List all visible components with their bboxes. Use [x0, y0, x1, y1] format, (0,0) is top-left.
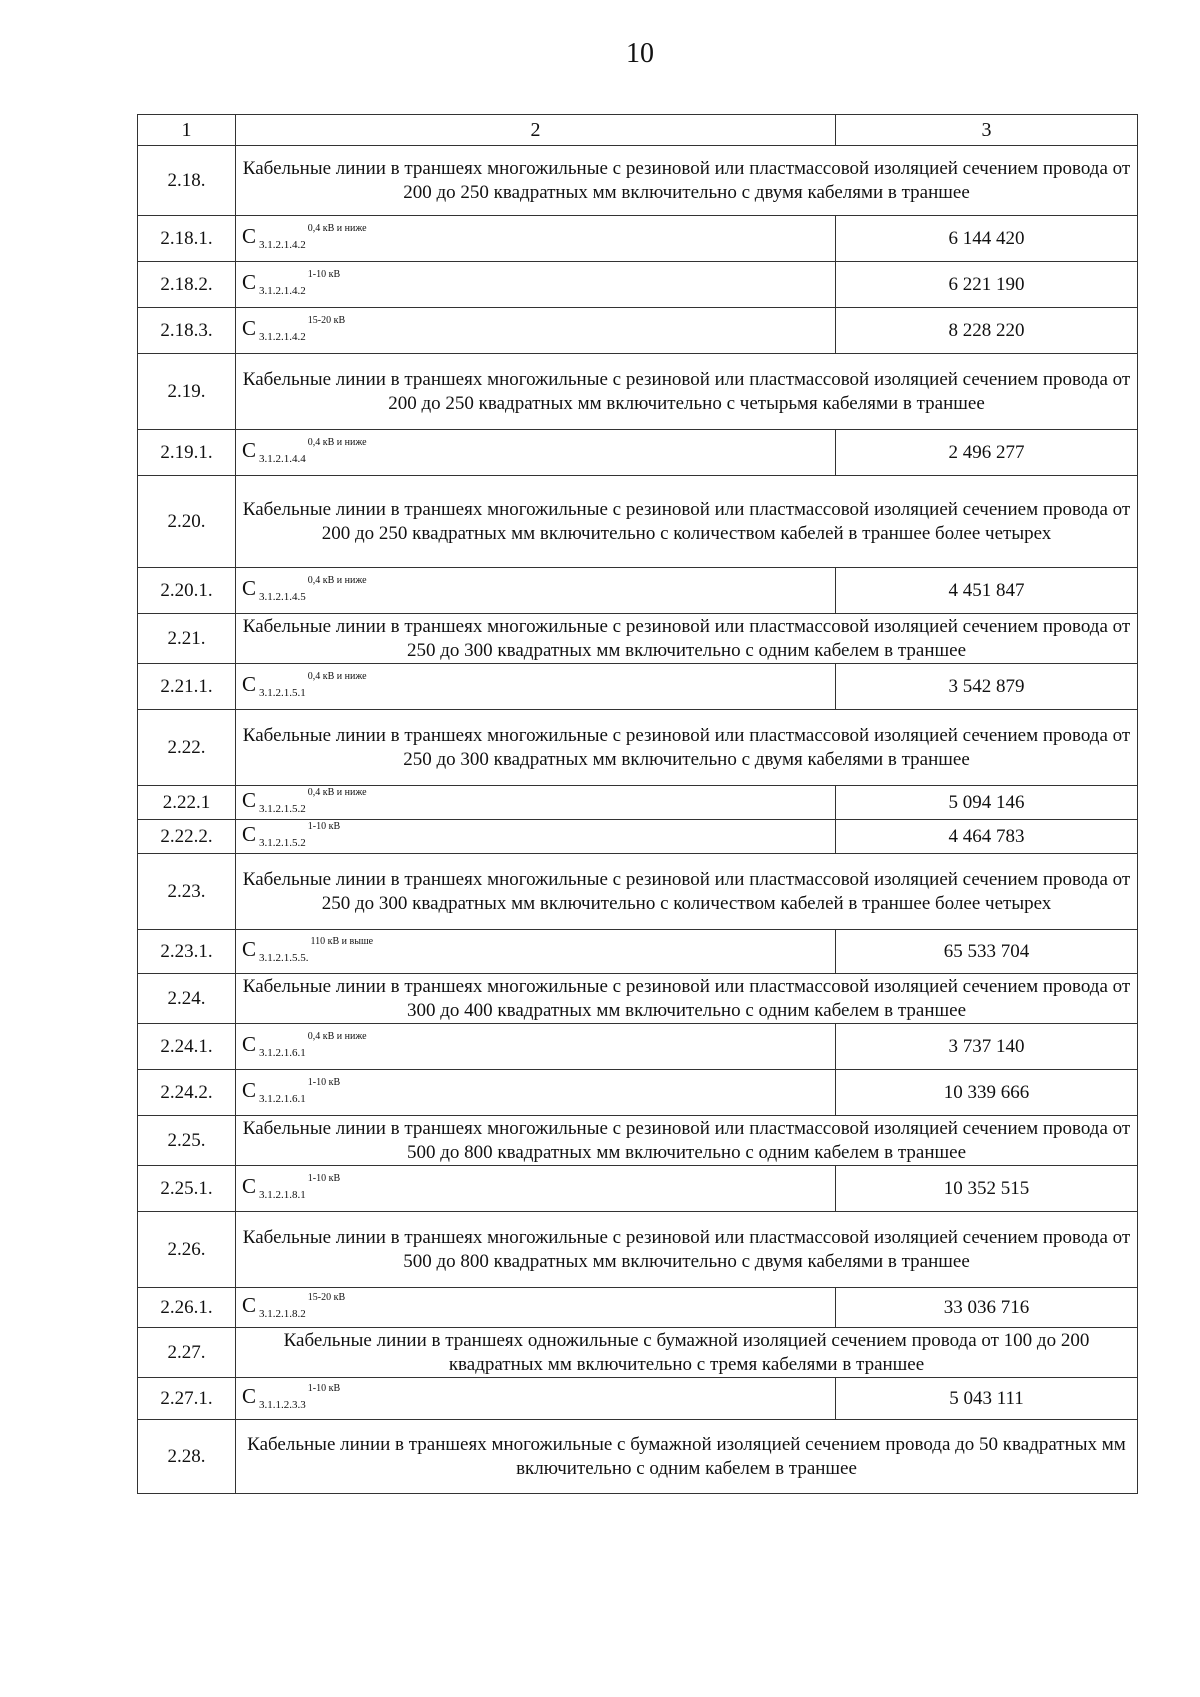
section-description: Кабельные линии в траншеях многожильные с бумажной изоляцией сечением провода до 50 квадратных мм включительно с одним кабелем в траншее: [236, 1420, 1138, 1494]
section-row: [138, 146, 1138, 216]
row-number: 2.23.: [138, 854, 236, 930]
row-number: 2.18.1.: [138, 216, 236, 262]
code-index: 3.1.2.1.5.5.: [259, 952, 309, 965]
item-row: [138, 1070, 1138, 1116]
tariff-code: [236, 1024, 836, 1070]
header-cell-number: 1: [138, 115, 236, 146]
row-number: 2.24.2.: [138, 1070, 236, 1116]
section-description: Кабельные линии в траншеях многожильные с резиновой или пластмассовой изоляцией сечением провода от 250 до 300 квадратных мм включительно с двумя кабелями в траншее: [236, 710, 1138, 786]
section-description: Кабельные линии в траншеях многожильные с резиновой или пластмассовой изоляцией сечением провода от 200 до 250 квадратных мм включительно с четырьмя кабелями в траншее: [236, 354, 1138, 430]
row-number: 2.20.: [138, 476, 236, 568]
item-row: [138, 786, 1138, 820]
tariff-value: 6 144 420: [836, 216, 1138, 262]
header-cell-value: 3: [836, 115, 1138, 146]
section-description: Кабельные линии в траншеях многожильные с резиновой или пластмассовой изоляцией сечением провода от 500 до 800 квадратных мм включительно с двумя кабелями в траншее: [236, 1212, 1138, 1288]
tariff-table: [137, 114, 1138, 1494]
row-number: 2.22.: [138, 710, 236, 786]
tariff-code: [236, 820, 836, 854]
tariff-code: [236, 1070, 836, 1116]
code-letter: С: [242, 672, 257, 697]
row-number: 2.27.: [138, 1328, 236, 1378]
code-letter: С: [242, 316, 257, 341]
tariff-code: [236, 262, 836, 308]
code-letter: С: [242, 1032, 257, 1057]
row-number: 2.18.2.: [138, 262, 236, 308]
tariff-code: [236, 568, 836, 614]
code-index: 3.1.2.1.6.1: [259, 1047, 306, 1060]
code-index: 3.1.1.2.3.3: [259, 1399, 306, 1412]
row-number: 2.21.: [138, 614, 236, 664]
row-number: 2.26.: [138, 1212, 236, 1288]
code-index: 3.1.2.1.4.5: [259, 591, 306, 604]
code-letter: С: [242, 788, 257, 813]
tariff-value: 6 221 190: [836, 262, 1138, 308]
tariff-code: [236, 664, 836, 710]
tariff-value: 8 228 220: [836, 308, 1138, 354]
tariff-value: 5 094 146: [836, 786, 1138, 820]
voltage-class: 0,4 кВ и ниже: [307, 223, 367, 235]
row-number: 2.25.1.: [138, 1166, 236, 1212]
row-number: 2.18.: [138, 146, 236, 216]
voltage-class: 15-20 кВ: [307, 315, 346, 327]
code-index: 3.1.2.1.8.2: [259, 1308, 306, 1321]
voltage-class: 0,4 кВ и ниже: [307, 787, 367, 799]
tariff-code: [236, 786, 836, 820]
code-index: 3.1.2.1.6.1: [259, 1093, 306, 1106]
page-number: 10: [626, 38, 654, 69]
row-number: 2.28.: [138, 1420, 236, 1494]
tariff-value: 10 352 515: [836, 1166, 1138, 1212]
row-number: 2.25.: [138, 1116, 236, 1166]
code-index: 3.1.2.1.4.2: [259, 285, 306, 298]
voltage-class: 0,4 кВ и ниже: [307, 671, 367, 683]
voltage-class: 0,4 кВ и ниже: [307, 575, 367, 587]
item-row: [138, 664, 1138, 710]
section-row: [138, 1328, 1138, 1378]
tariff-value: 5 043 111: [836, 1378, 1138, 1420]
tariff-code: [236, 430, 836, 476]
section-description: Кабельные линии в траншеях многожильные с резиновой или пластмассовой изоляцией сечением провода от 500 до 800 квадратных мм включительно с одним кабелем в траншее: [236, 1116, 1138, 1166]
tariff-value: 4 464 783: [836, 820, 1138, 854]
tariff-code: [236, 1166, 836, 1212]
code-index: 3.1.2.1.4.2: [259, 331, 306, 344]
voltage-class: 15-20 кВ: [307, 1292, 346, 1304]
tariff-code: [236, 308, 836, 354]
tariff-value: 10 339 666: [836, 1070, 1138, 1116]
section-row: [138, 1116, 1138, 1166]
code-letter: С: [242, 822, 257, 847]
code-index: 3.1.2.1.5.1: [259, 687, 306, 700]
tariff-code: [236, 216, 836, 262]
row-number: 2.24.1.: [138, 1024, 236, 1070]
tariff-value: 4 451 847: [836, 568, 1138, 614]
item-row: [138, 262, 1138, 308]
code-letter: С: [242, 937, 257, 962]
voltage-class: 1-10 кВ: [307, 1383, 341, 1395]
header-cell-description: 2: [236, 115, 836, 146]
header-row: [138, 115, 1138, 146]
item-row: [138, 1378, 1138, 1420]
section-row: [138, 710, 1138, 786]
row-number: 2.27.1.: [138, 1378, 236, 1420]
section-description: Кабельные линии в траншеях многожильные с резиновой или пластмассовой изоляцией сечением провода от 250 до 300 квадратных мм включительно с количеством кабелей в траншее более четырех: [236, 854, 1138, 930]
section-description: Кабельные линии в траншеях многожильные с резиновой или пластмассовой изоляцией сечением провода от 250 до 300 квадратных мм включительно с одним кабелем в траншее: [236, 614, 1138, 664]
section-row: [138, 854, 1138, 930]
code-letter: С: [242, 576, 257, 601]
row-number: 2.26.1.: [138, 1288, 236, 1328]
section-row: [138, 1420, 1138, 1494]
item-row: [138, 930, 1138, 974]
voltage-class: 110 кВ и выше: [310, 936, 374, 948]
tariff-code: [236, 930, 836, 974]
code-letter: С: [242, 1293, 257, 1318]
code-index: 3.1.2.1.5.2: [259, 803, 306, 816]
tariff-value: 3 542 879: [836, 664, 1138, 710]
section-row: [138, 476, 1138, 568]
row-number: 2.21.1.: [138, 664, 236, 710]
tariff-value: 2 496 277: [836, 430, 1138, 476]
item-row: [138, 216, 1138, 262]
section-description: Кабельные линии в траншеях многожильные с резиновой или пластмассовой изоляцией сечением провода от 200 до 250 квадратных мм включительно с количеством кабелей в траншее более четырех: [236, 476, 1138, 568]
item-row: [138, 1166, 1138, 1212]
code-letter: С: [242, 1078, 257, 1103]
section-description: Кабельные линии в траншеях многожильные с резиновой или пластмассовой изоляцией сечением провода от 200 до 250 квадратных мм включительно с двумя кабелями в траншее: [236, 146, 1138, 216]
section-row: [138, 974, 1138, 1024]
code-letter: С: [242, 224, 257, 249]
code-index: 3.1.2.1.5.2: [259, 837, 306, 850]
tariff-code: [236, 1288, 836, 1328]
row-number: 2.19.1.: [138, 430, 236, 476]
tariff-value: 65 533 704: [836, 930, 1138, 974]
item-row: [138, 820, 1138, 854]
section-description: Кабельные линии в траншеях многожильные с резиновой или пластмассовой изоляцией сечением провода от 300 до 400 квадратных мм включительно с одним кабелем в траншее: [236, 974, 1138, 1024]
code-letter: С: [242, 270, 257, 295]
code-letter: С: [242, 1174, 257, 1199]
tariff-code: [236, 1378, 836, 1420]
tariff-value: 3 737 140: [836, 1024, 1138, 1070]
code-index: 3.1.2.1.4.4: [259, 453, 306, 466]
voltage-class: 1-10 кВ: [307, 821, 341, 833]
item-row: [138, 430, 1138, 476]
voltage-class: 0,4 кВ и ниже: [307, 1031, 367, 1043]
code-index: 3.1.2.1.4.2: [259, 239, 306, 252]
section-row: [138, 614, 1138, 664]
row-number: 2.18.3.: [138, 308, 236, 354]
section-description: Кабельные линии в траншеях одножильные с бумажной изоляцией сечением провода от 100 до 200 квадратных мм включительно с тремя кабелями в траншее: [236, 1328, 1138, 1378]
code-letter: С: [242, 1384, 257, 1409]
voltage-class: 1-10 кВ: [307, 1173, 341, 1185]
voltage-class: 1-10 кВ: [307, 269, 341, 281]
code-index: 3.1.2.1.8.1: [259, 1189, 306, 1202]
row-number: 2.22.2.: [138, 820, 236, 854]
item-row: [138, 568, 1138, 614]
voltage-class: 0,4 кВ и ниже: [307, 437, 367, 449]
section-row: [138, 1212, 1138, 1288]
row-number: 2.20.1.: [138, 568, 236, 614]
row-number: 2.22.1: [138, 786, 236, 820]
item-row: [138, 1288, 1138, 1328]
section-row: [138, 354, 1138, 430]
row-number: 2.19.: [138, 354, 236, 430]
item-row: [138, 1024, 1138, 1070]
item-row: [138, 308, 1138, 354]
tariff-value: 33 036 716: [836, 1288, 1138, 1328]
row-number: 2.23.1.: [138, 930, 236, 974]
code-letter: С: [242, 438, 257, 463]
voltage-class: 1-10 кВ: [307, 1077, 341, 1089]
row-number: 2.24.: [138, 974, 236, 1024]
